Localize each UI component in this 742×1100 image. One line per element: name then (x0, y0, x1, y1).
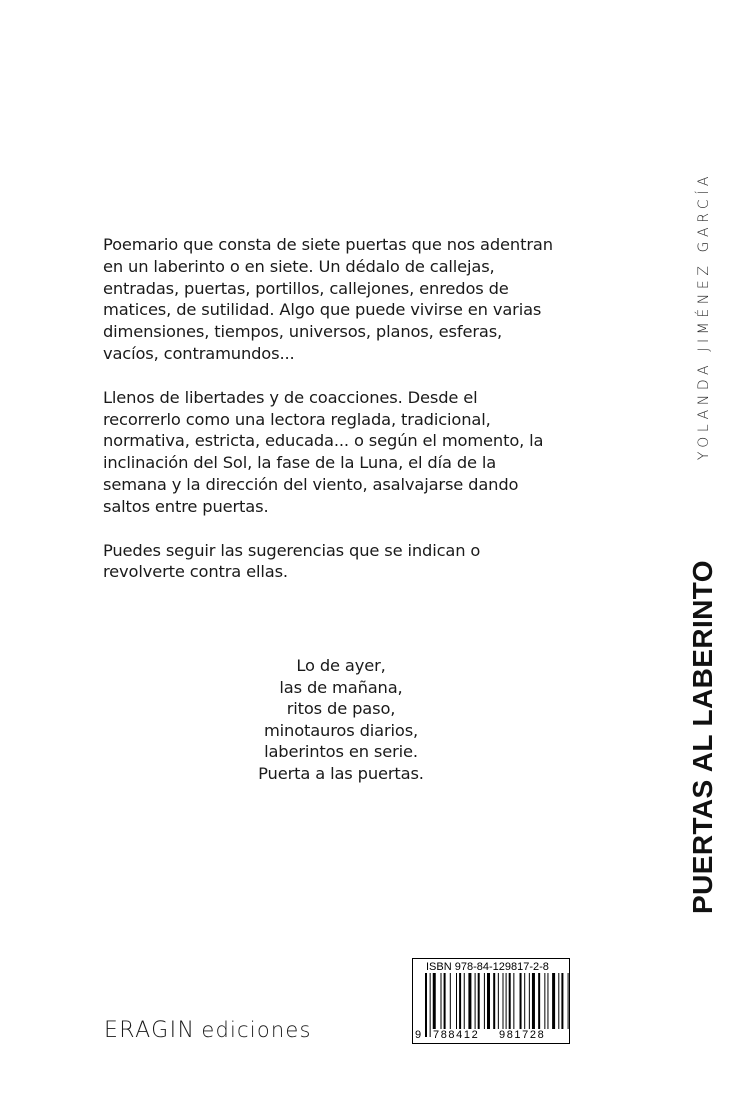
barcode-bar (538, 973, 540, 1029)
barcode-bar (444, 973, 446, 1029)
barcode-bar (498, 973, 499, 1029)
isbn-label: ISBN 978-84-129817-2-8 (426, 961, 549, 973)
back-cover-blurb (103, 234, 553, 605)
blurb-paragraph: Puedes seguir las sugerencias que se indican o revolverte contra ellas. (103, 540, 481, 582)
blurb-paragraph: Poemario que consta de siete puertas que nos adentran en un laberinto o en siete. Un dédalo de callejas, entradas, puertas, portillos, callejones, enredos de matices, de sutilidad. Algo que puede vivirse en varias dimensiones, tiempos, universos, planos, esferas, vacíos, contramundos... (103, 235, 553, 363)
barcode-bar (529, 973, 530, 1029)
barcode-bar (524, 973, 525, 1029)
barcode-digits-right: 981728 (499, 1029, 546, 1041)
barcode-bar (547, 973, 548, 1029)
barcode-bar (433, 973, 436, 1029)
poem-line: ritos de paso, (286, 699, 396, 719)
poem-line: Puerta a las puertas. (258, 763, 424, 783)
barcode-bar (450, 973, 451, 1029)
poem-line: las de mañana, (279, 677, 403, 697)
publisher-logo (104, 1018, 312, 1050)
barcode-bar (503, 973, 504, 1029)
isbn-barcode (412, 958, 570, 1044)
barcode-bar (513, 973, 514, 1037)
poem-line: minotauros diarios, (263, 720, 419, 740)
barcode-bar (456, 973, 457, 1029)
barcode-digits-left: 788412 (433, 1029, 480, 1041)
spine-book-title: PUERTAS AL LABERINTO (687, 560, 718, 914)
barcode-bar (506, 973, 507, 1029)
barcode-bar (552, 973, 555, 1029)
barcode-bar (464, 973, 465, 1029)
barcode-bar (561, 973, 563, 1029)
barcode-bar (459, 973, 461, 1029)
barcode-bar (568, 973, 569, 1029)
poem-line: laberintos en serie. (264, 742, 418, 762)
barcode-bar (509, 973, 511, 1037)
poem-line: Lo de ayer, (296, 656, 386, 675)
barcode-digit-first: 9 (415, 1029, 422, 1041)
spine-author-name: YOLANDA JIMÉNEZ GARCÍA (696, 171, 712, 461)
barcode-bar (520, 973, 522, 1029)
barcode-bar (468, 973, 471, 1029)
barcode-bar (487, 973, 490, 1029)
barcode-bar (544, 973, 545, 1029)
publisher-subtitle: ediciones (201, 1018, 312, 1042)
publisher-brand: ERAGIN (104, 1018, 196, 1043)
barcode-bar (425, 973, 427, 1037)
blurb-paragraph: Llenos de libertades y de coacciones. Desde el recorrerlo como una lectora reglada, tradicional, normativa, estricta, educada... o según el momento, la inclinación del Sol, la fase de la Luna, el día de la semana y la dirección del viento, asalvajarse dando saltos entre puertas. (103, 387, 544, 516)
barcode-bar (475, 973, 476, 1029)
barcode-bar (532, 973, 535, 1029)
barcode-bar (430, 973, 431, 1037)
barcode-bar (441, 973, 442, 1029)
poem-excerpt (200, 655, 482, 785)
barcode-bar (558, 973, 559, 1029)
barcode-bar (484, 973, 485, 1029)
barcode-bar (478, 973, 480, 1029)
barcode-bar (493, 973, 495, 1029)
